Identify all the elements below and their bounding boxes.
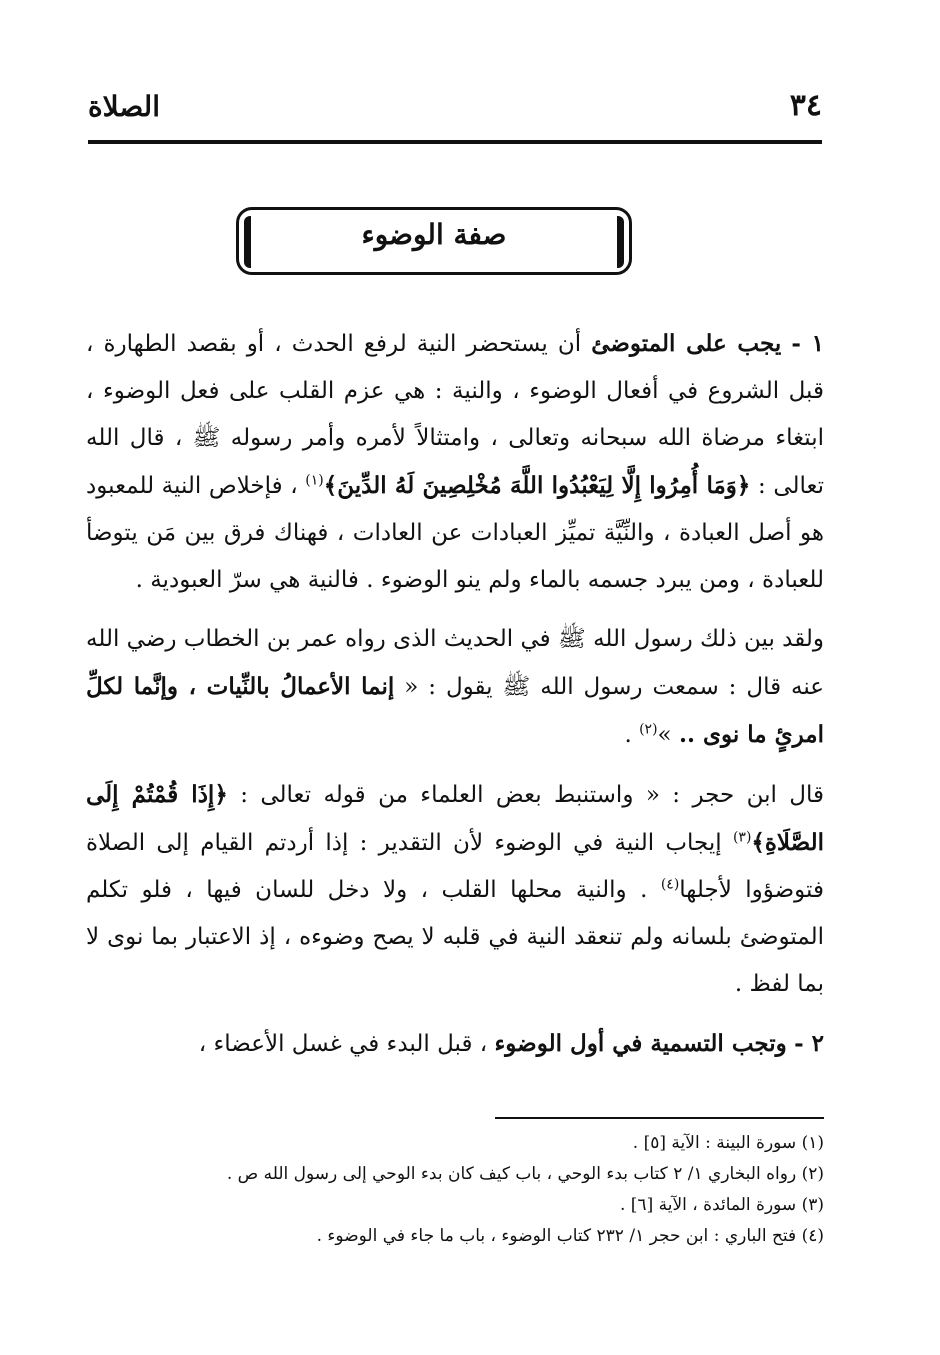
paragraph-text: قال ابن حجر : « واستنبط بعض العلماء من قوله تعالى :	[240, 782, 825, 808]
quran-verse: ﴿وَمَا أُمِرُوا إِلَّا لِيَعْبُدُوا اللَّهَ مُخْلِصِينَ لَهُ الدِّينَ﴾	[323, 472, 751, 499]
footnote-ref: (٤)	[660, 876, 680, 893]
footnotes	[100, 1128, 824, 1252]
footnote-2: (٢) رواه البخاري ١/ ٢ كتاب بدء الوحي ، باب كيف كان بدء الوحي إلى رسول الله ص .	[226, 1164, 824, 1184]
running-title: الصلاة	[88, 90, 160, 123]
quran-verse: ﴿إِذَا قُمْتُمْ إِلَى الصَّلَاةِ﴾	[86, 781, 824, 856]
hadith-text: إنما الأعمالُ بالنِّيات ، وإنَّما لكلِّ امرئٍ ما نوى ..	[86, 673, 824, 748]
paragraph-text: .	[624, 722, 632, 748]
header-rule	[88, 140, 822, 144]
item-lead: وتجب التسمية في أول الوضوء	[494, 1030, 787, 1057]
footnote-ref: (١)	[305, 472, 324, 489]
item-lead: يجب على المتوضئ	[591, 330, 782, 357]
paragraph-3	[86, 771, 824, 1008]
footnote-4: (٤) فتح الباري : ابن حجر ١/ ٢٣٢ كتاب الوضوء ، باب ما جاء في الوضوء .	[316, 1226, 824, 1246]
footnote-3: (٣) سورة المائدة ، الآية [٦] .	[619, 1195, 824, 1215]
paragraph-text: ، فإخلاص النية للمعبود هو أصل العبادة ، والنِّيَّة تميِّز العبادات عن العادات ، فهناك فرق بين مَن يتوضأ للعبادة ، ومن يبرد جسمه بالماء ولم ينو الوضوء . فالنية هي سرّ العبودية .	[86, 473, 824, 593]
item-number: ٢ -	[794, 1030, 824, 1057]
footnote-rule	[495, 1117, 824, 1119]
paragraph-text: ، قبل البدء في غسل الأعضاء ،	[198, 1031, 488, 1057]
paragraph-text: إيجاب النية في الوضوء لأن التقدير : إذا أردتم القيام إلى الصلاة فتوضؤوا لأجلها	[86, 830, 824, 903]
paragraph-text: . والنية محلها القلب ، ولا دخل للسان فيها ، فلو تكلم المتوضئ بلسانه ولم تنعقد النية في قلبه لا يصح وضوءه ، إذ الاعتبار بما نوى لا بما لفظ .	[86, 877, 824, 997]
section-title: صفة الوضوء	[361, 218, 507, 251]
paragraph-4	[86, 1020, 824, 1068]
section-title-frame	[236, 207, 632, 275]
item-number: ١ -	[791, 330, 824, 357]
page-number: ٣٤	[789, 88, 822, 123]
footnote-1: (١) سورة البينة : الآية [٥] .	[632, 1133, 824, 1153]
page-header	[88, 88, 822, 138]
paragraph-text: ولقد بين ذلك رسول الله ﷺ في الحديث الذى رواه عمر بن الخطاب رضي الله عنه قال : سمعت رسول الله ﷺ يقول : «	[86, 626, 825, 700]
main-text	[86, 320, 824, 1068]
paragraph-text: أن يستحضر النية لرفع الحدث ، أو بقصد الطهارة ، قبل الشروع في أفعال الوضوء ، والنية : هي عزم القلب على فعل الوضوء ، ابتغاء مرضاة الله سبحانه وتعالى ، وامتثالاً لأمره وأمر رسوله ﷺ ، قال الله تعالى :	[86, 331, 825, 499]
footnote-ref: (٣)	[732, 829, 752, 846]
paragraph-1	[86, 320, 824, 604]
footnote-ref: (٢)	[639, 721, 658, 738]
quote-mark: »	[657, 722, 672, 748]
paragraph-2	[86, 616, 824, 759]
